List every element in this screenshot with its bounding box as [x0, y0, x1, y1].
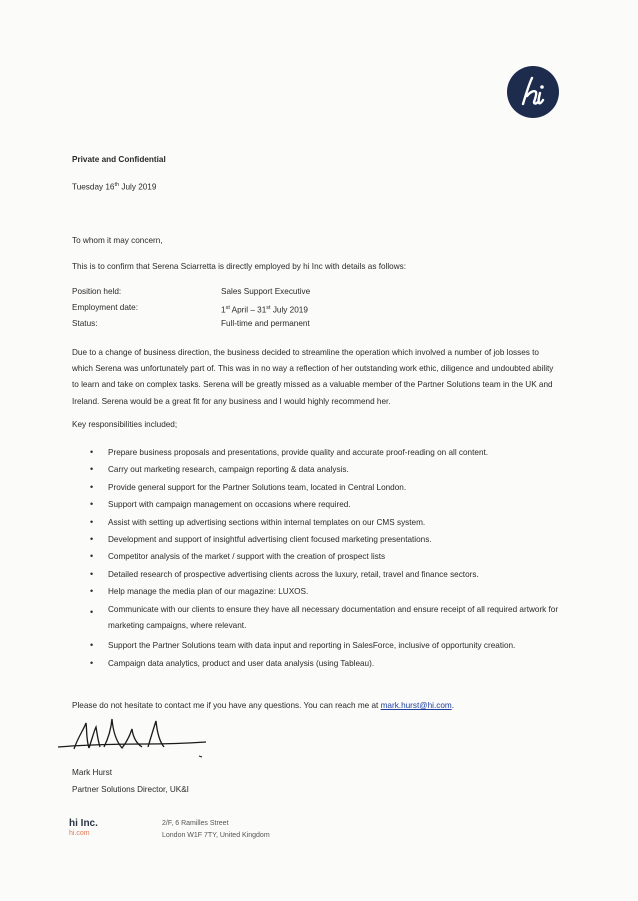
list-item: [90, 447, 570, 459]
date-day: Tuesday 16: [72, 182, 115, 192]
bullet-icon: •: [90, 657, 94, 668]
closing-text: Please do not hesitate to contact me if you have any questions. You can reach me at: [72, 701, 381, 710]
company-logo: [507, 66, 559, 118]
signatory-name: Mark Hurst: [72, 768, 113, 777]
footer-address-line: London W1F 7TY, United Kingdom: [162, 832, 270, 839]
bullet-icon: •: [90, 586, 94, 597]
letter-date: [72, 179, 156, 194]
list-item-text: Communicate with our clients to ensure they have all necessary documentation and ensure receipt of all required artwork for marketing campaigns, where relevant.: [108, 604, 559, 631]
bullet-icon: •: [90, 516, 94, 527]
list-item: [90, 586, 570, 598]
responsibilities-heading: Key responsibilities included;: [72, 420, 178, 429]
email-link[interactable]: mark.hurst@hi.com: [380, 701, 452, 710]
detail-value-employment-date: [221, 302, 308, 317]
bullet-icon: •: [90, 551, 94, 562]
list-item-text: Development and support of insightful advertising client focused marketing presentations.: [108, 534, 432, 544]
list-item-text: Detailed research of prospective advertising clients across the luxury, retail, travel and finance sectors.: [108, 569, 479, 579]
list-item: [90, 534, 570, 546]
footer-brand: hi Inc.: [69, 818, 98, 829]
bullet-icon: •: [90, 606, 94, 617]
detail-value-position: Sales Support Executive: [221, 287, 311, 296]
list-item-text: Carry out marketing research, campaign reporting & data analysis.: [108, 465, 349, 475]
list-item-text: Help manage the media plan of our magazine: LUXOS.: [108, 587, 309, 597]
date-suffix: th: [114, 182, 120, 188]
footer-domain: hi.com: [69, 830, 90, 837]
bullet-icon: •: [90, 568, 94, 579]
date-suffix: st: [225, 305, 230, 311]
list-item-text: Provide general support for the Partner Solutions team, located in Central London.: [108, 482, 407, 492]
date-suffix: st: [266, 305, 271, 311]
intro-paragraph: This is to confirm that Serena Sciarretta is directly employed by hi Inc with details as follows:: [72, 262, 407, 271]
detail-value-status: Full-time and permanent: [221, 319, 310, 328]
detail-label-position: Position held:: [72, 287, 122, 296]
date-part: April – 31: [229, 305, 267, 315]
list-item-text: Campaign data analytics, product and user data analysis (using Tableau).: [108, 658, 375, 668]
list-item: [90, 464, 570, 476]
hi-logo-mark: [507, 66, 559, 118]
body-paragraph: Due to a change of business direction, the business decided to streamline the operation which involved a number of job losses to which Serena was unfortunately part of. This was in no way a reflection of her outstanding work ethic, diligence and undoubted ability to learn and take on complex tasks. Serena will be greatly missed as a valuable member of the Partner Solutions team in the UK and Ireland. Serena would be a great fit for any business and I would highly recommend her.: [72, 348, 554, 406]
responsibilities-list: [90, 447, 570, 669]
date-rest: July 2019: [119, 182, 157, 192]
salutation: To whom it may concern,: [72, 236, 163, 245]
date-part: 1: [221, 305, 226, 315]
date-part: July 2019: [270, 305, 308, 315]
list-item-text: Support the Partner Solutions team with data input and reporting in SalesForce, inclusive of opportunity creation.: [108, 641, 516, 651]
list-item: [90, 499, 570, 511]
list-item-text: Prepare business proposals and presentations, provide quality and accurate proof-reading on all content.: [108, 448, 489, 457]
list-item: [90, 551, 570, 563]
signature-image: [56, 713, 216, 766]
closing-line: [72, 700, 454, 712]
list-item: [90, 482, 570, 494]
list-item-text: Assist with setting up advertising sections within internal templates on our CMS system.: [108, 517, 426, 527]
detail-label-status: Status:: [72, 319, 98, 328]
bullet-icon: •: [90, 640, 94, 651]
footer-address-line: 2/F, 6 Ramilles Street: [162, 820, 229, 827]
list-item-text: Competitor analysis of the market / support with the creation of prospect lists: [108, 552, 386, 562]
list-item: [90, 569, 570, 581]
handwritten-signature: [56, 713, 216, 761]
bullet-icon: •: [90, 447, 94, 457]
bullet-icon: •: [90, 464, 94, 475]
list-item-text: Support with campaign management on occasions where required.: [108, 500, 351, 510]
closing-punctuation: .: [451, 701, 454, 710]
bullet-icon: •: [90, 481, 94, 492]
list-item: [90, 517, 570, 529]
list-item: [90, 640, 570, 652]
footer-address: [162, 818, 270, 842]
list-item: [90, 658, 570, 670]
classification-heading: Private and Confidential: [72, 155, 166, 164]
list-item: [90, 602, 570, 635]
bullet-icon: •: [90, 533, 94, 544]
signatory-title: Partner Solutions Director, UK&I: [72, 785, 189, 794]
bullet-icon: •: [90, 499, 94, 510]
detail-label-employment-date: Employment date:: [72, 303, 138, 312]
